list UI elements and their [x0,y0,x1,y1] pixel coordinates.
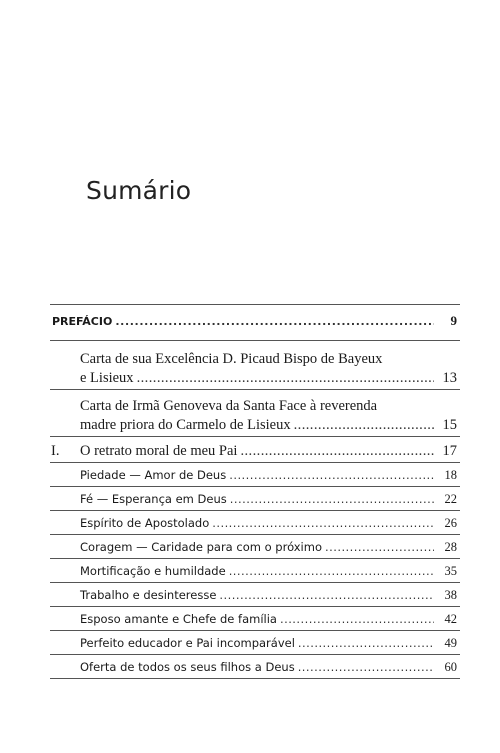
toc-divider [50,510,460,511]
toc-entry-label: Trabalho e desinteresse [80,588,217,602]
toc-entry-page: 49 [444,636,457,650]
toc-entry-section[interactable] [80,588,457,603]
toc-entry-section[interactable] [80,636,457,651]
chapter-numeral: I. [51,443,60,459]
toc-entry-section[interactable] [80,564,457,579]
toc-entry-label: Coragem — Caridade para com o próximo [80,540,322,554]
toc-entry-label: Carta de sua Excelência D. Picaud Bispo de Bayeux [80,351,383,367]
toc-entry-label: PREFÁCIO [52,315,113,328]
toc-leader-dots [137,369,434,388]
toc-entry-section[interactable] [80,516,457,531]
toc-leader-dots [294,416,434,435]
toc-entry-page: 22 [444,492,457,506]
toc-entry-label-cont: e Lisieux [80,370,134,386]
toc-leader-dots [229,564,434,578]
toc-leader-dots [212,516,434,530]
toc-entry-page: 28 [444,540,457,554]
toc-entry-letter-genoveva[interactable] [80,397,457,435]
toc-entry-chapter-1[interactable] [80,443,457,460]
toc-entry-label: Fé — Esperança em Deus [80,492,227,506]
toc-leader-dots [298,660,434,674]
toc-entry-label: Perfeito educador e Pai incomparável [80,636,295,650]
toc-entry-section[interactable] [80,468,457,483]
toc-entry-label: Esposo amante e Chefe de família [80,612,277,626]
toc-entry-page: 13 [442,370,457,386]
toc-leader-dots [298,636,434,650]
toc-entry-label-cont: madre priora do Carmelo de Lisieux [80,417,291,433]
page-title: Sumário [86,176,192,205]
toc-leader-dots [230,492,434,506]
toc-divider [50,534,460,535]
toc-entry-label: O retrato moral de meu Pai [80,443,238,459]
toc-leader-dots [229,468,434,482]
toc-divider [50,340,460,341]
toc-entry-letter-bishop[interactable] [80,350,457,388]
toc-divider [50,606,460,607]
toc-leader-dots [115,315,434,328]
toc-divider [50,558,460,559]
toc-divider [50,462,460,463]
toc-divider [50,678,460,679]
toc-entry-preface[interactable] [52,313,457,329]
toc-entry-label: Espírito de Apostolado [80,516,210,530]
toc-leader-dots [280,612,434,626]
toc-entry-page: 9 [450,313,457,328]
toc-divider [50,654,460,655]
toc-divider [50,630,460,631]
toc-entry-page: 60 [444,660,457,674]
toc-divider [50,389,460,390]
toc-entry-page: 35 [444,564,457,578]
toc-entry-section[interactable] [80,612,457,627]
toc-entry-page: 26 [444,516,457,530]
toc-entry-page: 42 [444,612,457,626]
toc-entry-page: 18 [444,468,457,482]
toc-entry-page: 38 [444,588,457,602]
toc-entry-label: Oferta de todos os seus filhos a Deus [80,660,295,674]
toc-entry-section[interactable] [80,540,457,555]
toc-leader-dots [325,540,434,554]
toc-entry-section[interactable] [80,492,457,507]
toc-entry-page: 17 [442,443,457,459]
toc-divider [50,486,460,487]
toc-divider [50,582,460,583]
toc-entry-label: Carta de Irmã Genoveva da Santa Face à reverenda [80,398,378,414]
toc-entry-label: Piedade — Amor de Deus [80,468,227,482]
toc-entry-label: Mortificação e humildade [80,564,226,578]
toc-leader-dots [240,443,434,460]
toc-leader-dots [219,588,434,602]
toc-entry-section[interactable] [80,660,457,675]
toc-divider [50,436,460,437]
toc-entry-page: 15 [442,417,457,433]
